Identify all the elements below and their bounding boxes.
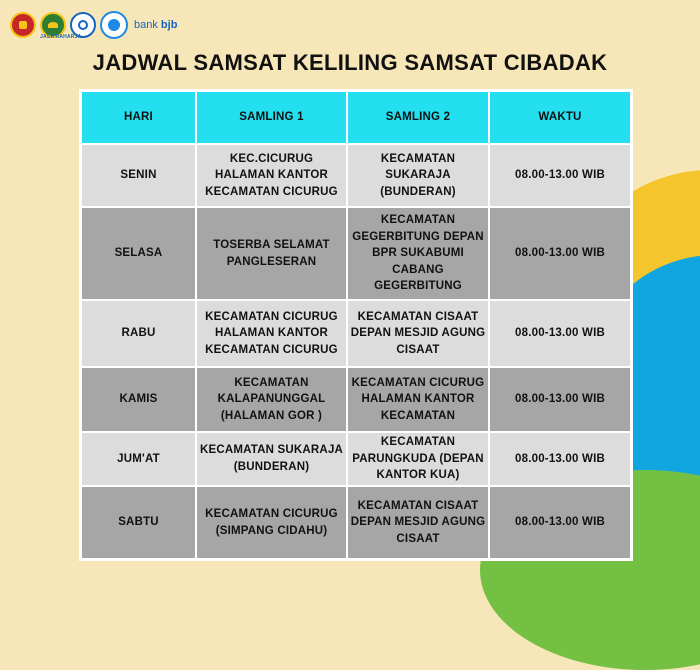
cell-hari: SENIN — [81, 144, 196, 207]
header-waktu: WAKTU — [489, 91, 631, 144]
page-title: JADWAL SAMSAT KELILING SAMSAT CIBADAK — [92, 50, 608, 75]
table-row — [81, 300, 631, 367]
bjb-logo-icon — [100, 11, 128, 39]
cell-hari: KAMIS — [81, 367, 196, 432]
bank-bjb-label: bank bjb — [134, 19, 178, 31]
cell-waktu: 08.00-13.00 WIB — [489, 367, 631, 432]
table-row — [81, 486, 631, 559]
header-samling-1: SAMLING 1 — [196, 91, 347, 144]
cell-samling-2: KECAMATAN GEGERBITUNG DEPAN BPR SUKABUMI CABANG GEGERBITUNG — [347, 207, 489, 300]
cell-hari: SABTU — [81, 486, 196, 559]
schedule-table — [80, 90, 632, 560]
cell-samling-2: KECAMATAN PARUNGKUDA (DEPAN KANTOR KUA) — [347, 432, 489, 486]
cell-samling-2: KECAMATAN CISAAT DEPAN MESJID AGUNG CISAAT — [347, 300, 489, 367]
cell-samling-1: KECAMATAN KALAPANUNGGAL (HALAMAN GOR ) — [196, 367, 347, 432]
cell-hari: RABU — [81, 300, 196, 367]
table-row — [81, 432, 631, 486]
table-row — [81, 207, 631, 300]
cell-waktu: 08.00-13.00 WIB — [489, 144, 631, 207]
cell-samling-1: KECAMATAN CICURUG (SIMPANG CIDAHU) — [196, 486, 347, 559]
cell-waktu: 08.00-13.00 WIB — [489, 432, 631, 486]
cell-samling-1: KEC.CICURUG HALAMAN KANTOR KECAMATAN CICURUG — [196, 144, 347, 207]
cell-samling-1: KECAMATAN CICURUG HALAMAN KANTOR KECAMATAN CICURUG — [196, 300, 347, 367]
table-row — [81, 367, 631, 432]
header-hari: HARI — [81, 91, 196, 144]
police-logo-icon — [10, 12, 36, 38]
cell-samling-2: KECAMATAN CISAAT DEPAN MESJID AGUNG CISAAT — [347, 486, 489, 559]
jasa-raharja-label: JASA RAHARJA — [40, 34, 82, 40]
table-header-row — [81, 91, 631, 144]
cell-waktu: 08.00-13.00 WIB — [489, 300, 631, 367]
cell-hari: SELASA — [81, 207, 196, 300]
cell-waktu: 08.00-13.00 WIB — [489, 207, 631, 300]
cell-waktu: 08.00-13.00 WIB — [489, 486, 631, 559]
table-row — [81, 144, 631, 207]
cell-hari: JUM'AT — [81, 432, 196, 486]
cell-samling-2: KECAMATAN SUKARAJA (BUNDERAN) — [347, 144, 489, 207]
cell-samling-2: KECAMATAN CICURUG HALAMAN KANTOR KECAMATAN — [347, 367, 489, 432]
cell-samling-1: TOSERBA SELAMAT PANGLESERAN — [196, 207, 347, 300]
logo-bar — [10, 10, 177, 40]
cell-samling-1: KECAMATAN SUKARAJA (BUNDERAN) — [196, 432, 347, 486]
header-samling-2: SAMLING 2 — [347, 91, 489, 144]
